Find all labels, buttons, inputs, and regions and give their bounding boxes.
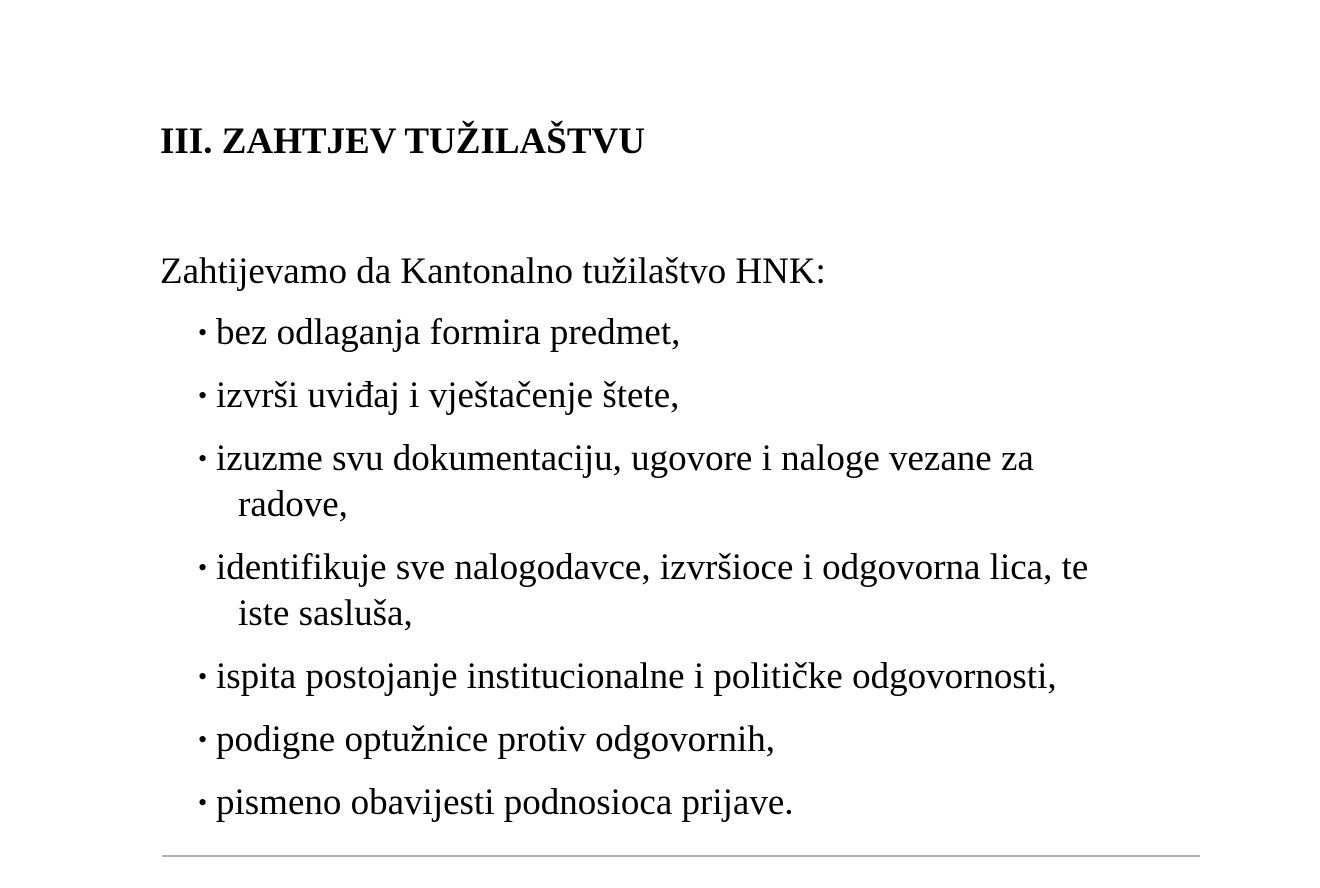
bullet-icon: • xyxy=(198,318,208,347)
list-item xyxy=(198,373,1188,419)
list-item-text-continuation: iste sasluša, xyxy=(238,593,413,634)
list-item-text: izuzme svu dokumentaciju, ugovore i naloge vezane za xyxy=(216,438,1034,479)
list-item xyxy=(198,717,1188,763)
bullet-icon: • xyxy=(198,788,208,817)
list-item-text: podigne optužnice protiv odgovornih, xyxy=(216,719,776,760)
bullet-icon: • xyxy=(198,662,208,691)
list-item xyxy=(198,545,1188,637)
list-item-text-continuation: radove, xyxy=(238,484,348,525)
bullet-icon: • xyxy=(198,553,208,582)
list-item-text: pismeno obavijesti podnosioca prijave. xyxy=(216,782,794,823)
list-item-text: ispita postojanje institucionalne i političke odgovornosti, xyxy=(216,656,1057,697)
bullet-icon: • xyxy=(198,725,208,754)
horizontal-divider xyxy=(162,855,1200,857)
bullet-icon: • xyxy=(198,381,208,410)
list-item-text: identifikuje sve nalogodavce, izvršioce i odgovorna lica, te xyxy=(216,547,1089,588)
list-item xyxy=(198,310,1188,356)
list-item-text: izvrši uviđaj i vještačenje štete, xyxy=(216,375,680,416)
section-heading: III. ZAHTJEV TUŽILAŠTVU xyxy=(160,121,645,162)
list-item xyxy=(198,436,1188,528)
list-item xyxy=(198,654,1188,700)
list-item-text: bez odlaganja formira predmet, xyxy=(216,312,681,353)
bullet-icon: • xyxy=(198,444,208,473)
demands-list xyxy=(198,310,1188,843)
intro-paragraph: Zahtijevamo da Kantonalno tužilaštvo HNK: xyxy=(160,251,826,292)
list-item xyxy=(198,780,1188,826)
